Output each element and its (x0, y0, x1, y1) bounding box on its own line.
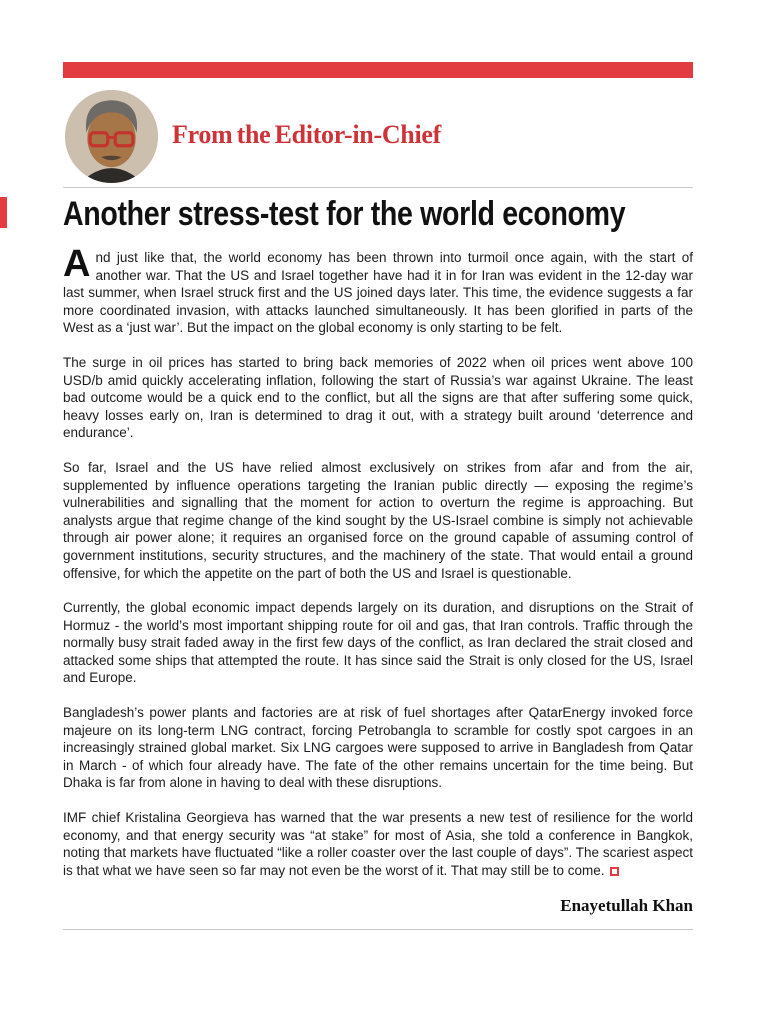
paragraph (63, 243, 693, 337)
end-mark-icon (610, 867, 619, 876)
editor-portrait-icon (65, 90, 158, 183)
paragraph-text: nd just like that, the world economy has been thrown into turmoil once again, with the start of another war. That the US and Israel together have had it in for Iran was evident in the 12-day war last summer, when Israel struck first and the US joined days later. This time, the evidence suggests a far more coordinated invasion, with attacks launched simultaneously. It has been glorified in parts of the West as a ‘just war’. But the impact on the global economy is only starting to be felt. (63, 250, 693, 336)
section-label: From the Editor-in-Chief (172, 120, 441, 149)
paragraph: The surge in oil prices has started to bring back memories of 2022 when oil prices went above 100 USD/b amid quickly accelerating inflation, following the start of Russia’s war against Ukraine. The least bad outcome would be a quick end to the conflict, but all the signs are that after suffering some quick, heavy losses early on, Iran is determined to drag it out, with a strategy built around ‘deterrence and endurance’. (63, 354, 693, 441)
page-content (63, 0, 693, 930)
top-red-bar (63, 62, 693, 78)
article-body (63, 243, 693, 879)
drop-cap: A (63, 243, 91, 285)
author-signature: Enayetullah Khan (560, 896, 693, 916)
header (63, 78, 693, 187)
footer-divider (63, 929, 693, 930)
page-title-text: Another stress-test for the world economy (63, 195, 626, 233)
paragraph-text: IMF chief Kristalina Georgieva has warned that the war presents a new test of resilience for the world economy, and that energy security was “at stake” for most of Asia, she told a conference in Bangkok, noting that markets have fluctuated “like a roller coaster over the last couple of days”. The scariest aspect is that what we have seen so far may not even be the worst of it. That may still be to come. (63, 810, 693, 878)
paragraph: Currently, the global economic impact depends largely on its duration, and disruptions on the Strait of Hormuz - the world’s most important shipping route for oil and gas, that Iran controls. Traffic through the normally busy strait faded away in the first few days of the conflict, as Iran declared the strait closed and attacked some ships that attempted the route. It has since said the Strait is only closed for the US, Israel and Europe. (63, 600, 693, 686)
page-edge-mark (0, 197, 7, 228)
header-divider (63, 187, 693, 188)
paragraph: So far, Israel and the US have relied almost exclusively on strikes from afar and from the air, supplemented by influence operations targeting the Iranian public directly — exposing the regime’s vulnerabilities and signalling that the moment for action to overturn the regime is approaching. But analysts argue that regime change of the kind sought by the US-Israel combine is simply not achievable through air power alone; it requires an organised force on the ground capable of assuming control of government institutions, security structures, and the machinery of the state. That would entail a ground offensive, for which the appetite on the part of both the US and Israel is questionable. (63, 459, 693, 581)
page-title (63, 195, 693, 235)
paragraph: Bangladesh’s power plants and factories are at risk of fuel shortages after QatarEnergy invoked force majeure on its long-term LNG contract, forcing Petrobangla to scramble for costly spot cargoes in an increasingly strained global market. Six LNG cargoes were supposed to arrive in Bangladesh from Qatar in March - of which four already have. The fate of the other remains uncertain for the time being. But Dhaka is far from alone in having to deal with these disruptions. (63, 705, 693, 791)
paragraph (63, 809, 693, 879)
editor-avatar (65, 90, 158, 183)
